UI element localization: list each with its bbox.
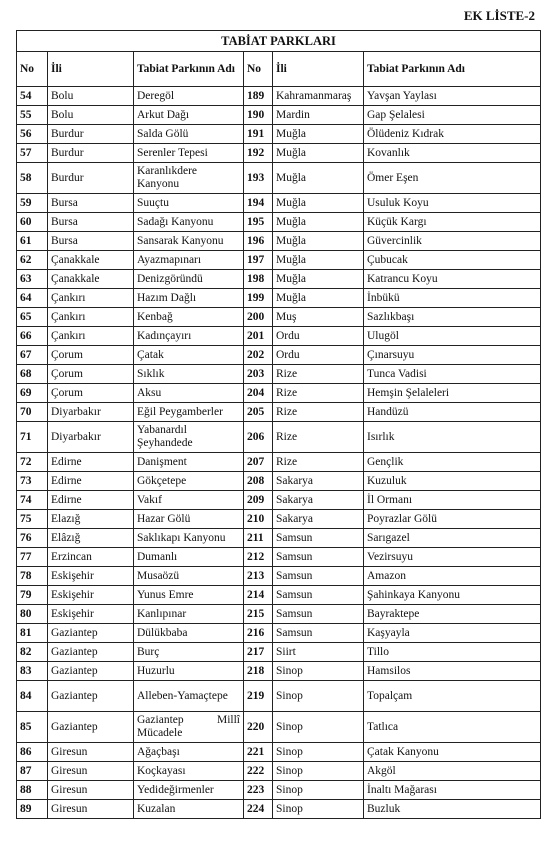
province-cell: Muğla xyxy=(273,251,364,270)
park-name-cell: Alleben-Yamaçtepe xyxy=(134,681,244,712)
province-cell: Sakarya xyxy=(273,510,364,529)
row-number: 193 xyxy=(244,163,273,194)
province-cell: Bursa xyxy=(48,232,134,251)
column-header-province: İli xyxy=(273,52,364,87)
row-number: 75 xyxy=(17,510,48,529)
province-cell: Samsun xyxy=(273,567,364,586)
row-number: 60 xyxy=(17,213,48,232)
row-number: 197 xyxy=(244,251,273,270)
row-number: 192 xyxy=(244,144,273,163)
table-row xyxy=(17,232,541,251)
province-cell: Sinop xyxy=(273,743,364,762)
row-number: 86 xyxy=(17,743,48,762)
province-cell: Çankırı xyxy=(48,308,134,327)
province-cell: Muğla xyxy=(273,144,364,163)
province-cell: Sakarya xyxy=(273,472,364,491)
table-row xyxy=(17,365,541,384)
park-name-cell: Çatak Kanyonu xyxy=(364,743,541,762)
nature-parks-table xyxy=(16,30,541,819)
row-number: 57 xyxy=(17,144,48,163)
park-name-cell: Kuzuluk xyxy=(364,472,541,491)
province-cell: Sinop xyxy=(273,800,364,819)
row-number: 82 xyxy=(17,643,48,662)
row-number: 223 xyxy=(244,781,273,800)
row-number: 79 xyxy=(17,586,48,605)
row-number: 80 xyxy=(17,605,48,624)
row-number: 205 xyxy=(244,403,273,422)
column-header-park-name: Tabiat Parkının Adı xyxy=(134,52,244,87)
document-label: EK LİSTE-2 xyxy=(463,8,535,23)
park-name-cell: Vakıf xyxy=(134,491,244,510)
park-name-cell: Gençlik xyxy=(364,453,541,472)
province-cell: Siirt xyxy=(273,643,364,662)
row-number: 73 xyxy=(17,472,48,491)
province-cell: Samsun xyxy=(273,624,364,643)
park-name-cell: Gap Şelalesi xyxy=(364,106,541,125)
table-row xyxy=(17,422,541,453)
province-cell: Gaziantep xyxy=(48,712,134,743)
province-cell: Bolu xyxy=(48,87,134,106)
province-cell: Çorum xyxy=(48,365,134,384)
row-number: 212 xyxy=(244,548,273,567)
park-name-cell: İnbükü xyxy=(364,289,541,308)
table-row xyxy=(17,712,541,743)
park-name-cell: Suuçtu xyxy=(134,194,244,213)
table-row xyxy=(17,781,541,800)
row-number: 203 xyxy=(244,365,273,384)
row-number: 198 xyxy=(244,270,273,289)
row-number: 199 xyxy=(244,289,273,308)
park-name-cell: Hamsilos xyxy=(364,662,541,681)
park-name-cell: Musaözü xyxy=(134,567,244,586)
table-row xyxy=(17,106,541,125)
park-name-cell: Ölüdeniz Kıdrak xyxy=(364,125,541,144)
province-cell: Muğla xyxy=(273,163,364,194)
row-number: 194 xyxy=(244,194,273,213)
park-name-cell: Handüzü xyxy=(364,403,541,422)
province-cell: Çanakkale xyxy=(48,251,134,270)
park-name-cell: Poyrazlar Gölü xyxy=(364,510,541,529)
table-row xyxy=(17,743,541,762)
row-number: 81 xyxy=(17,624,48,643)
province-cell: Edirne xyxy=(48,491,134,510)
table-row xyxy=(17,194,541,213)
row-number: 68 xyxy=(17,365,48,384)
park-name-cell: Amazon xyxy=(364,567,541,586)
province-cell: Mardin xyxy=(273,106,364,125)
park-name-cell: Usuluk Koyu xyxy=(364,194,541,213)
province-cell: Sinop xyxy=(273,662,364,681)
province-cell: Sinop xyxy=(273,712,364,743)
park-name-cell: Tunca Vadisi xyxy=(364,365,541,384)
row-number: 88 xyxy=(17,781,48,800)
province-cell: Diyarbakır xyxy=(48,422,134,453)
province-cell: Giresun xyxy=(48,800,134,819)
column-header-no: No xyxy=(244,52,273,87)
park-name-cell: Deregöl xyxy=(134,87,244,106)
row-number: 59 xyxy=(17,194,48,213)
province-cell: Samsun xyxy=(273,548,364,567)
table-row xyxy=(17,308,541,327)
row-number: 216 xyxy=(244,624,273,643)
table-row xyxy=(17,662,541,681)
province-cell: Ordu xyxy=(273,346,364,365)
row-number: 215 xyxy=(244,605,273,624)
row-number: 85 xyxy=(17,712,48,743)
row-number: 206 xyxy=(244,422,273,453)
province-cell: Muğla xyxy=(273,270,364,289)
province-cell: Bursa xyxy=(48,194,134,213)
province-cell: Muğla xyxy=(273,194,364,213)
table-row xyxy=(17,87,541,106)
park-name-cell: Topalçam xyxy=(364,681,541,712)
province-cell: Muğla xyxy=(273,289,364,308)
row-number: 66 xyxy=(17,327,48,346)
column-header-park-name: Tabiat Parkının Adı xyxy=(364,52,541,87)
table-title: TABİAT PARKLARI xyxy=(17,31,541,52)
row-number: 214 xyxy=(244,586,273,605)
park-name-cell: Kuzalan xyxy=(134,800,244,819)
park-name-cell: Çubucak xyxy=(364,251,541,270)
row-number: 213 xyxy=(244,567,273,586)
row-number: 211 xyxy=(244,529,273,548)
table-row xyxy=(17,491,541,510)
table-row xyxy=(17,213,541,232)
park-name-cell: Bayraktepe xyxy=(364,605,541,624)
row-number: 56 xyxy=(17,125,48,144)
province-cell: Çankırı xyxy=(48,289,134,308)
park-name-cell: Burç xyxy=(134,643,244,662)
row-number: 200 xyxy=(244,308,273,327)
table-row xyxy=(17,681,541,712)
table-body xyxy=(17,87,541,819)
row-number: 191 xyxy=(244,125,273,144)
park-name-cell: Dülükbaba xyxy=(134,624,244,643)
row-number: 61 xyxy=(17,232,48,251)
park-name-cell: Çatak xyxy=(134,346,244,365)
park-name-cell: Yunus Emre xyxy=(134,586,244,605)
table-row xyxy=(17,605,541,624)
park-name-cell: Yedideğirmenler xyxy=(134,781,244,800)
province-cell: Çorum xyxy=(48,346,134,365)
row-number: 208 xyxy=(244,472,273,491)
park-name-cell: Hazar Gölü xyxy=(134,510,244,529)
park-name-cell: Vezirsuyu xyxy=(364,548,541,567)
row-number: 209 xyxy=(244,491,273,510)
park-name-cell: Tatlıca xyxy=(364,712,541,743)
row-number: 224 xyxy=(244,800,273,819)
park-name-cell: Gökçetepe xyxy=(134,472,244,491)
column-header-row xyxy=(17,52,541,87)
province-cell: Erzincan xyxy=(48,548,134,567)
park-name-cell: Katrancu Koyu xyxy=(364,270,541,289)
province-cell: Burdur xyxy=(48,125,134,144)
province-cell: Sinop xyxy=(273,762,364,781)
row-number: 64 xyxy=(17,289,48,308)
table-row xyxy=(17,624,541,643)
row-number: 74 xyxy=(17,491,48,510)
table-row xyxy=(17,472,541,491)
province-cell: Samsun xyxy=(273,529,364,548)
province-cell: Gaziantep xyxy=(48,662,134,681)
province-cell: Edirne xyxy=(48,472,134,491)
row-number: 219 xyxy=(244,681,273,712)
table-row xyxy=(17,125,541,144)
park-name-cell: Eğil Peygamberler xyxy=(134,403,244,422)
province-cell: Muğla xyxy=(273,125,364,144)
province-cell: Bolu xyxy=(48,106,134,125)
province-cell: Burdur xyxy=(48,144,134,163)
province-cell: Giresun xyxy=(48,743,134,762)
province-cell: Samsun xyxy=(273,605,364,624)
province-cell: Rize xyxy=(273,403,364,422)
park-name-cell: Kanlıpınar xyxy=(134,605,244,624)
table-row xyxy=(17,567,541,586)
park-name-cell: Dumanlı xyxy=(134,548,244,567)
row-number: 78 xyxy=(17,567,48,586)
row-number: 221 xyxy=(244,743,273,762)
park-name-cell: Isırlık xyxy=(364,422,541,453)
province-cell: Samsun xyxy=(273,586,364,605)
row-number: 62 xyxy=(17,251,48,270)
table-row xyxy=(17,643,541,662)
park-name-cell: Sansarak Kanyonu xyxy=(134,232,244,251)
province-cell: Burdur xyxy=(48,163,134,194)
row-number: 54 xyxy=(17,87,48,106)
province-cell: Sinop xyxy=(273,681,364,712)
park-name-cell: Şahinkaya Kanyonu xyxy=(364,586,541,605)
table-row xyxy=(17,346,541,365)
table-row xyxy=(17,251,541,270)
park-name-cell: Saklıkapı Kanyonu xyxy=(134,529,244,548)
row-number: 89 xyxy=(17,800,48,819)
table-row xyxy=(17,270,541,289)
table-row xyxy=(17,762,541,781)
park-name-cell: Hazım Dağlı xyxy=(134,289,244,308)
park-name-cell: Karanlıkdere Kanyonu xyxy=(134,163,244,194)
province-cell: Çankırı xyxy=(48,327,134,346)
province-cell: Sinop xyxy=(273,781,364,800)
province-cell: Gaziantep xyxy=(48,643,134,662)
row-number: 65 xyxy=(17,308,48,327)
park-name-cell: Serenler Tepesi xyxy=(134,144,244,163)
row-number: 55 xyxy=(17,106,48,125)
province-cell: Elazığ xyxy=(48,510,134,529)
park-name-cell: Yavşan Yaylası xyxy=(364,87,541,106)
park-name-cell: İnaltı Mağarası xyxy=(364,781,541,800)
park-name-cell: Ömer Eşen xyxy=(364,163,541,194)
province-cell: Rize xyxy=(273,453,364,472)
table-row xyxy=(17,529,541,548)
park-name-cell: Danişment xyxy=(134,453,244,472)
park-name-cell: Ulugöl xyxy=(364,327,541,346)
park-name-cell: Aksu xyxy=(134,384,244,403)
park-name-cell: Çınarsuyu xyxy=(364,346,541,365)
table-row xyxy=(17,384,541,403)
row-number: 195 xyxy=(244,213,273,232)
park-name-cell: Sadağı Kanyonu xyxy=(134,213,244,232)
province-cell: Kahramanmaraş xyxy=(273,87,364,106)
province-cell: Eskişehir xyxy=(48,605,134,624)
province-cell: Gaziantep xyxy=(48,624,134,643)
province-cell: Muğla xyxy=(273,213,364,232)
province-cell: Edirne xyxy=(48,453,134,472)
column-header-province: İli xyxy=(48,52,134,87)
row-number: 222 xyxy=(244,762,273,781)
park-name-cell: Sazlıkbaşı xyxy=(364,308,541,327)
province-cell: Diyarbakır xyxy=(48,403,134,422)
row-number: 201 xyxy=(244,327,273,346)
row-number: 69 xyxy=(17,384,48,403)
row-number: 87 xyxy=(17,762,48,781)
park-name-cell: Kovanlık xyxy=(364,144,541,163)
park-name-cell: Hemşin Şelaleleri xyxy=(364,384,541,403)
park-name-cell: Sıklık xyxy=(134,365,244,384)
row-number: 84 xyxy=(17,681,48,712)
park-name-cell: Denizgöründü xyxy=(134,270,244,289)
table-row xyxy=(17,800,541,819)
province-cell: Gaziantep xyxy=(48,681,134,712)
park-name-cell: Arkut Dağı xyxy=(134,106,244,125)
park-name-cell: Küçük Kargı xyxy=(364,213,541,232)
park-name-cell: Kenbağ xyxy=(134,308,244,327)
park-name-cell: Ağaçbaşı xyxy=(134,743,244,762)
park-name-cell: Akgöl xyxy=(364,762,541,781)
table-row xyxy=(17,510,541,529)
table-row xyxy=(17,586,541,605)
row-number: 207 xyxy=(244,453,273,472)
row-number: 218 xyxy=(244,662,273,681)
province-cell: Rize xyxy=(273,384,364,403)
row-number: 76 xyxy=(17,529,48,548)
table-row xyxy=(17,327,541,346)
park-name-cell: Huzurlu xyxy=(134,662,244,681)
province-cell: Çorum xyxy=(48,384,134,403)
province-cell: Çanakkale xyxy=(48,270,134,289)
park-name-cell: Sarıgazel xyxy=(364,529,541,548)
park-name-cell: Gaziantep Millî Mücadele xyxy=(134,712,244,743)
row-number: 217 xyxy=(244,643,273,662)
park-name-cell: Buzluk xyxy=(364,800,541,819)
row-number: 63 xyxy=(17,270,48,289)
province-cell: Giresun xyxy=(48,781,134,800)
table-row xyxy=(17,453,541,472)
row-number: 204 xyxy=(244,384,273,403)
park-name-cell: Ayazmapınarı xyxy=(134,251,244,270)
park-name-cell: Güvercinlik xyxy=(364,232,541,251)
province-cell: Giresun xyxy=(48,762,134,781)
row-number: 77 xyxy=(17,548,48,567)
park-name-cell: İl Ormanı xyxy=(364,491,541,510)
province-cell: Muş xyxy=(273,308,364,327)
park-name-cell: Koçkayası xyxy=(134,762,244,781)
province-cell: Elâzığ xyxy=(48,529,134,548)
row-number: 190 xyxy=(244,106,273,125)
province-cell: Ordu xyxy=(273,327,364,346)
table-row xyxy=(17,548,541,567)
row-number: 72 xyxy=(17,453,48,472)
column-header-no: No xyxy=(17,52,48,87)
province-cell: Muğla xyxy=(273,232,364,251)
park-name-cell: Kaşyayla xyxy=(364,624,541,643)
province-cell: Rize xyxy=(273,365,364,384)
table-row xyxy=(17,144,541,163)
province-cell: Bursa xyxy=(48,213,134,232)
row-number: 220 xyxy=(244,712,273,743)
table-row xyxy=(17,163,541,194)
row-number: 189 xyxy=(244,87,273,106)
row-number: 67 xyxy=(17,346,48,365)
row-number: 202 xyxy=(244,346,273,365)
park-name-cell: Kadınçayırı xyxy=(134,327,244,346)
province-cell: Sakarya xyxy=(273,491,364,510)
row-number: 210 xyxy=(244,510,273,529)
park-name-cell: Tillo xyxy=(364,643,541,662)
province-cell: Eskişehir xyxy=(48,586,134,605)
table-row xyxy=(17,403,541,422)
row-number: 196 xyxy=(244,232,273,251)
row-number: 58 xyxy=(17,163,48,194)
row-number: 70 xyxy=(17,403,48,422)
park-name-cell: Salda Gölü xyxy=(134,125,244,144)
table-row xyxy=(17,289,541,308)
row-number: 71 xyxy=(17,422,48,453)
province-cell: Rize xyxy=(273,422,364,453)
row-number: 83 xyxy=(17,662,48,681)
park-name-cell: Yabanardıl Şeyhandede xyxy=(134,422,244,453)
province-cell: Eskişehir xyxy=(48,567,134,586)
